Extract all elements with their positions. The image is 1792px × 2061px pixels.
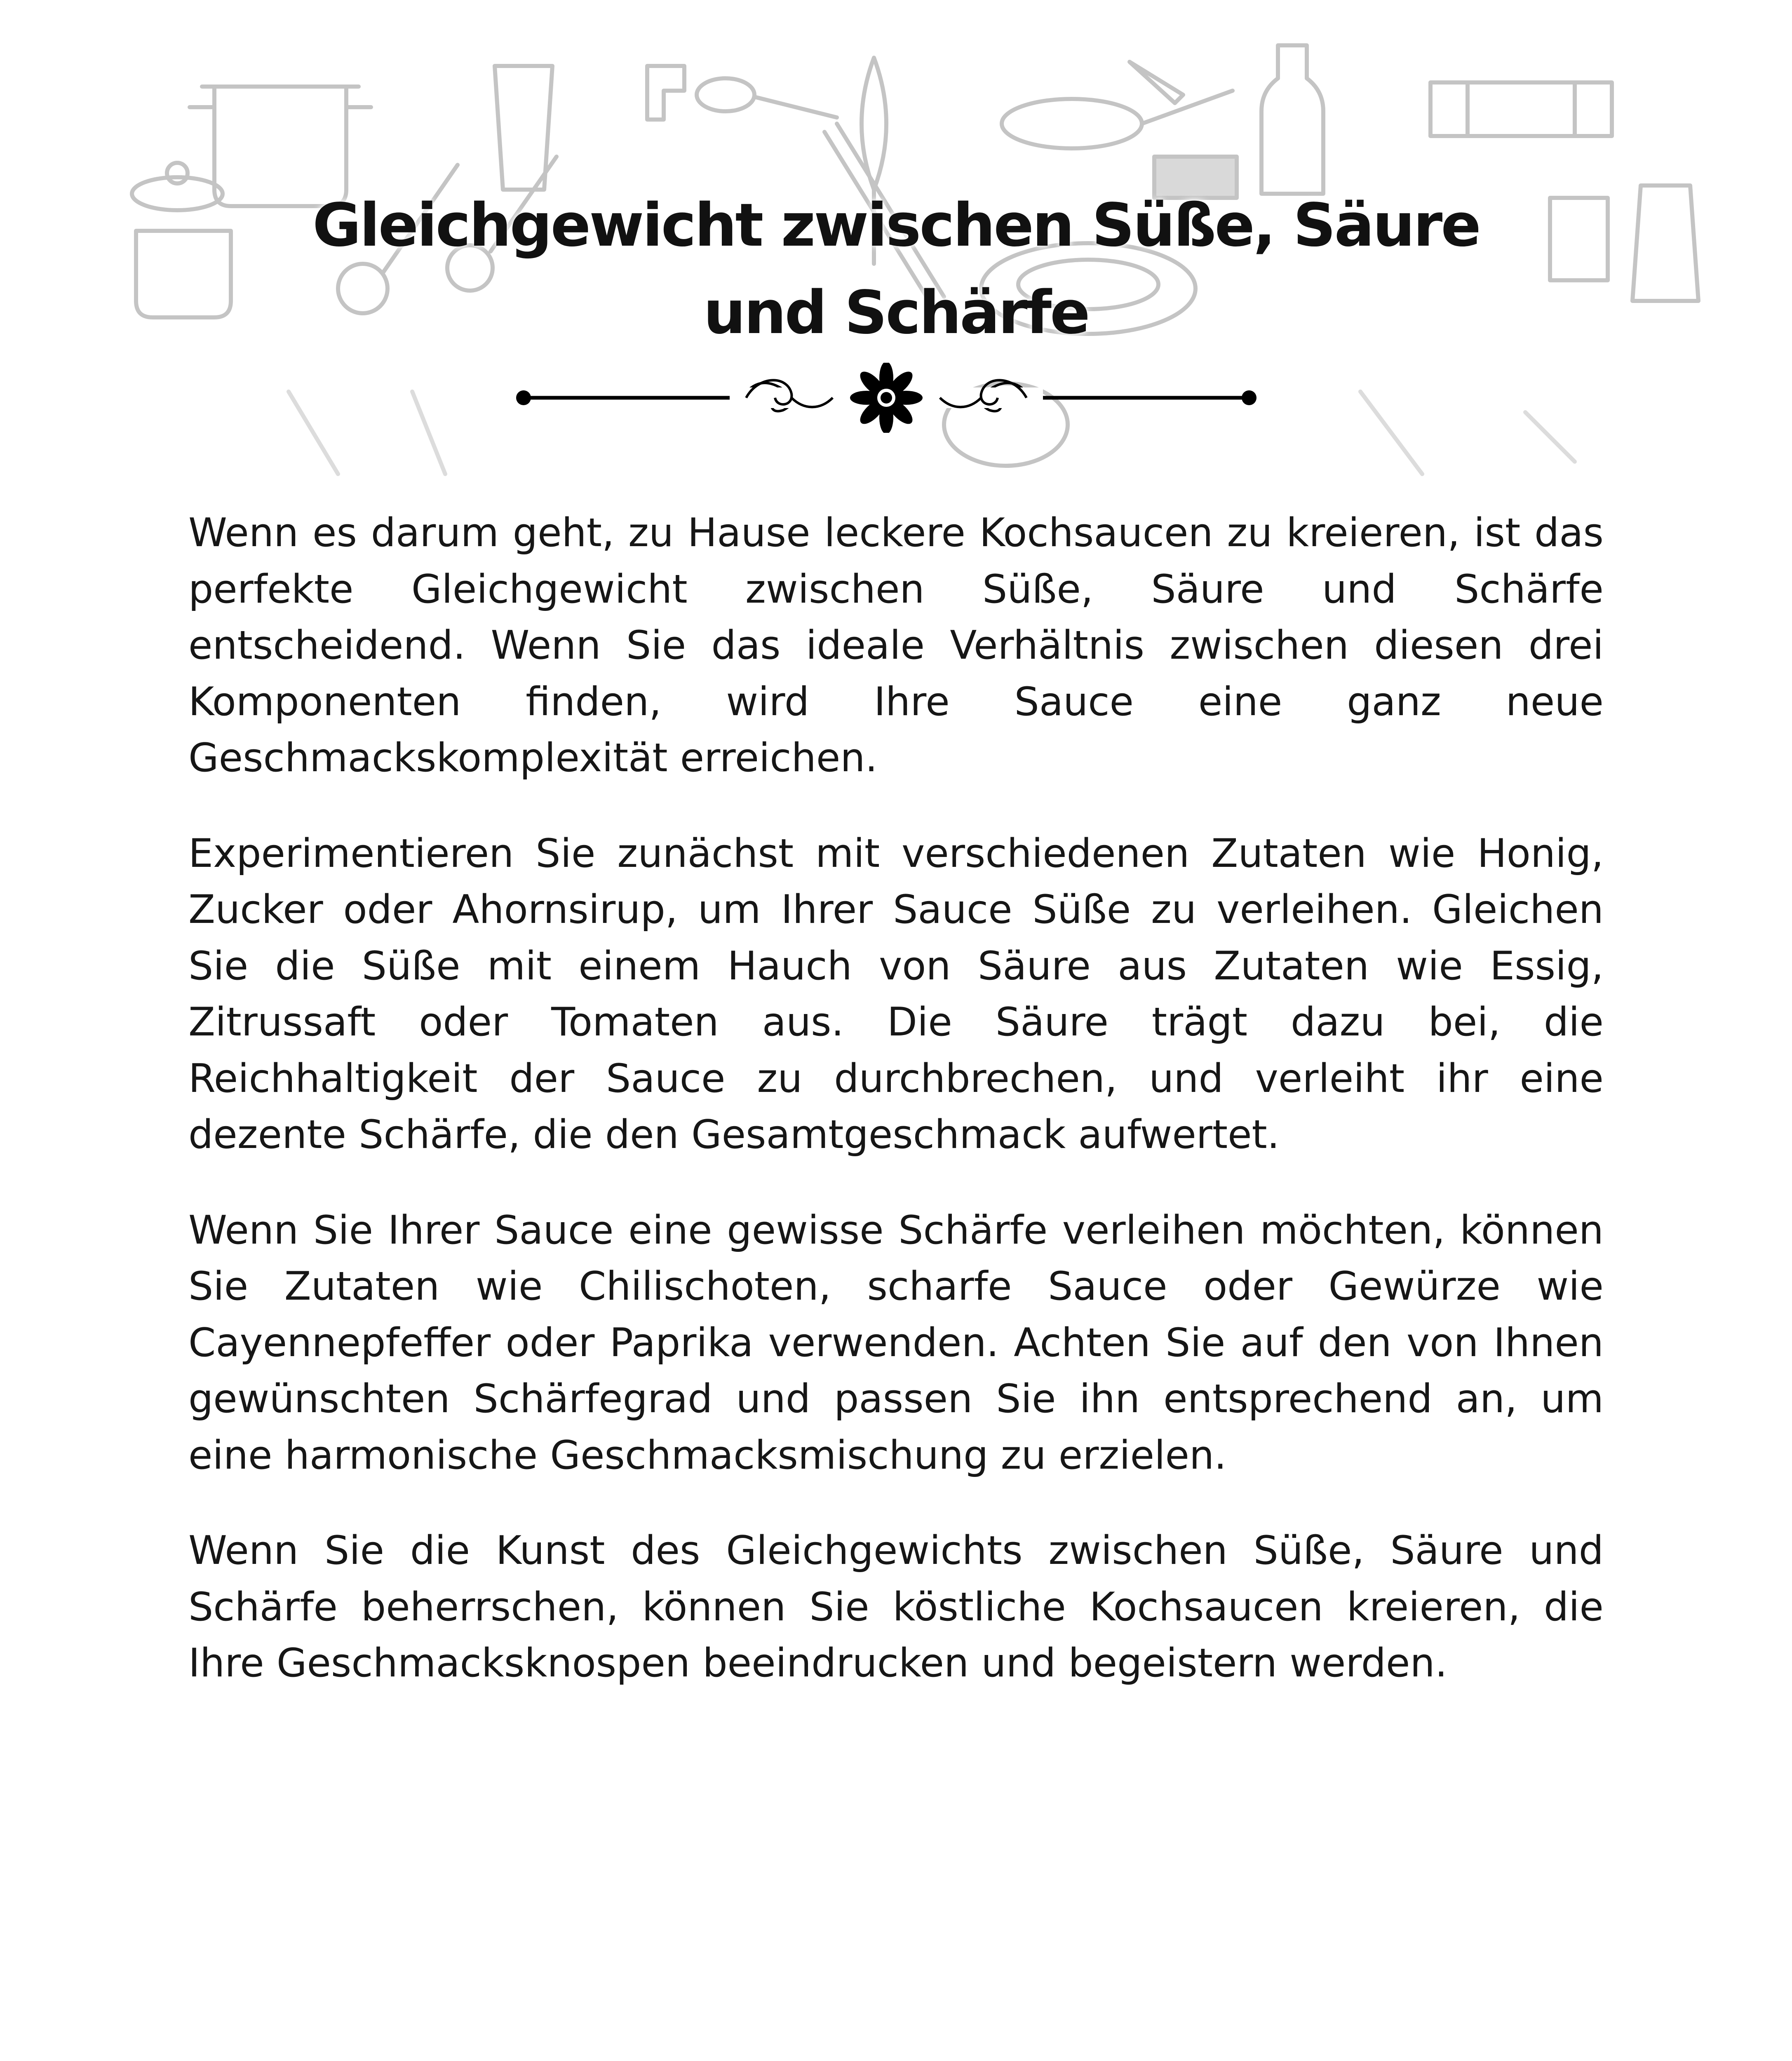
flower-flourish-divider-icon xyxy=(515,363,1257,433)
paragraph: Wenn Sie die Kunst des Gleichgewichts zwischen Süße, Säure und Schärfe beherrschen, können Sie köstliche Kochsaucen kreieren, die Ihre Geschmacksknospen beeindrucken und begeistern werden. xyxy=(188,1528,1604,1686)
page-title xyxy=(231,181,1561,356)
paragraph: Wenn Sie Ihrer Sauce eine gewisse Schärfe verleihen möchten, können Sie Zutaten wie Chilischoten, scharfe Sauce oder Gewürze wie Cayennepfeffer oder Paprika verwenden. Achten Sie auf den von Ihnen gewünschten Schärfegrad und passen Sie ihn entsprechend an, um eine harmonische Geschmacksmischung zu erzielen. xyxy=(188,1207,1604,1478)
paragraph: Experimentieren Sie zunächst mit verschiedenen Zutaten wie Honig, Zucker oder Ahornsirup, um Ihrer Sauce Süße zu verleihen. Gleichen Sie die Süße mit einem Hauch von Säure aus Zutaten wie Essig, Zitrussaft oder Tomaten aus. Die Säure trägt dazu bei, die Reichhaltigkeit der Sauce zu durchbrechen, und verleiht ihr eine dezente Schärfe, die den Gesamtgeschmack aufwertet. xyxy=(188,831,1604,1157)
title-divider xyxy=(515,363,1257,433)
title-line-1: Gleichgewicht zwischen Süße, Säure xyxy=(312,190,1480,260)
title-line-2: und Schärfe xyxy=(703,278,1089,347)
body-text xyxy=(188,505,1604,1731)
paragraph: Wenn es darum geht, zu Hause leckere Kochsaucen zu kreieren, ist das perfekte Gleichgewicht zwischen Süße, Säure und Schärfe entscheidend. Wenn Sie das ideale Verhältnis zwischen diesen drei Komponenten finden, wird Ihre Sauce eine ganz neue Geschmackskomplexität erreichen. xyxy=(188,510,1604,781)
